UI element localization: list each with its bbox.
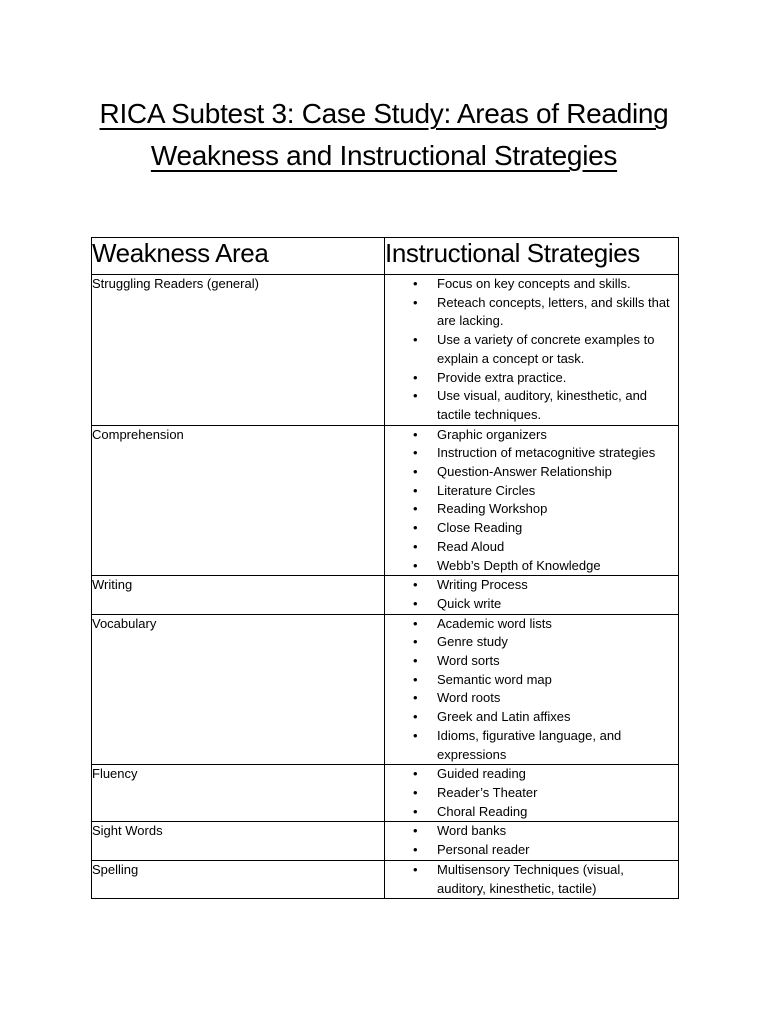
strategies-cell bbox=[385, 765, 679, 822]
strategy-item: • Use a variety of concrete examples to explain a concept or task. bbox=[385, 331, 678, 368]
strategy-item: • Reading Workshop bbox=[385, 500, 678, 519]
strategy-item: • Academic word lists bbox=[385, 615, 678, 634]
strategies-cell bbox=[385, 860, 679, 898]
strategies-cell bbox=[385, 614, 679, 765]
table-row bbox=[92, 275, 679, 426]
strategy-item: • Guided reading bbox=[385, 765, 678, 784]
strategy-item: • Read Aloud bbox=[385, 538, 678, 557]
strategy-item: • Greek and Latin affixes bbox=[385, 708, 678, 727]
weakness-area-cell: Comprehension bbox=[92, 425, 385, 576]
strategy-list bbox=[385, 275, 678, 425]
strategy-item: • Question-Answer Relationship bbox=[385, 463, 678, 482]
strategy-item: • Focus on key concepts and skills. bbox=[385, 275, 678, 294]
strategy-item: • Choral Reading bbox=[385, 803, 678, 822]
table-row bbox=[92, 425, 679, 576]
table-row bbox=[92, 614, 679, 765]
title-line-2 bbox=[0, 135, 768, 177]
strategy-item: • Use visual, auditory, kinesthetic, and tactile techniques. bbox=[385, 387, 678, 424]
weakness-area-cell: Struggling Readers (general) bbox=[92, 275, 385, 426]
table-row bbox=[92, 576, 679, 614]
strategy-item: • Genre study bbox=[385, 633, 678, 652]
table-header-row bbox=[92, 238, 679, 275]
strategy-item: • Word banks bbox=[385, 822, 678, 841]
strategy-item: • Word sorts bbox=[385, 652, 678, 671]
strategy-list bbox=[385, 426, 678, 576]
strategy-item: • Writing Process bbox=[385, 576, 678, 595]
strategies-cell bbox=[385, 576, 679, 614]
weakness-area-cell: Writing bbox=[92, 576, 385, 614]
weakness-area-cell: Fluency bbox=[92, 765, 385, 822]
page-title bbox=[0, 93, 768, 177]
strategy-item: • Reteach concepts, letters, and skills that are lacking. bbox=[385, 294, 678, 331]
weakness-area-cell: Sight Words bbox=[92, 822, 385, 860]
strategies-table bbox=[91, 237, 679, 899]
header-weakness-area: Weakness Area bbox=[92, 238, 385, 275]
strategy-item: • Semantic word map bbox=[385, 671, 678, 690]
strategy-item: • Instruction of metacognitive strategies bbox=[385, 444, 678, 463]
strategy-list bbox=[385, 861, 678, 898]
strategy-list bbox=[385, 765, 678, 821]
strategy-item: • Idioms, figurative language, and expressions bbox=[385, 727, 678, 764]
strategy-list bbox=[385, 576, 678, 613]
header-instructional-strategies: Instructional Strategies bbox=[385, 238, 679, 275]
weakness-area-cell: Vocabulary bbox=[92, 614, 385, 765]
strategy-item: • Personal reader bbox=[385, 841, 678, 860]
strategy-list bbox=[385, 615, 678, 765]
strategies-cell bbox=[385, 275, 679, 426]
strategy-item: • Literature Circles bbox=[385, 482, 678, 501]
weakness-area-cell: Spelling bbox=[92, 860, 385, 898]
strategy-item: • Word roots bbox=[385, 689, 678, 708]
table-row bbox=[92, 765, 679, 822]
strategy-item: • Provide extra practice. bbox=[385, 369, 678, 388]
title-line-1 bbox=[0, 93, 768, 135]
strategy-item: • Reader’s Theater bbox=[385, 784, 678, 803]
title-line-1-text: RICA Subtest 3: Case Study: Areas of Reading bbox=[99, 98, 669, 129]
strategies-cell bbox=[385, 822, 679, 860]
table-body bbox=[92, 275, 679, 899]
title-line-2-text: Weakness and Instructional Strategies bbox=[150, 140, 618, 171]
strategy-item: • Webb’s Depth of Knowledge bbox=[385, 557, 678, 576]
table-row bbox=[92, 860, 679, 898]
strategies-cell bbox=[385, 425, 679, 576]
strategy-item: • Multisensory Techniques (visual, auditory, kinesthetic, tactile) bbox=[385, 861, 678, 898]
strategy-item: • Quick write bbox=[385, 595, 678, 614]
table-row bbox=[92, 822, 679, 860]
strategy-item: • Close Reading bbox=[385, 519, 678, 538]
strategy-item: • Graphic organizers bbox=[385, 426, 678, 445]
strategy-list bbox=[385, 822, 678, 859]
